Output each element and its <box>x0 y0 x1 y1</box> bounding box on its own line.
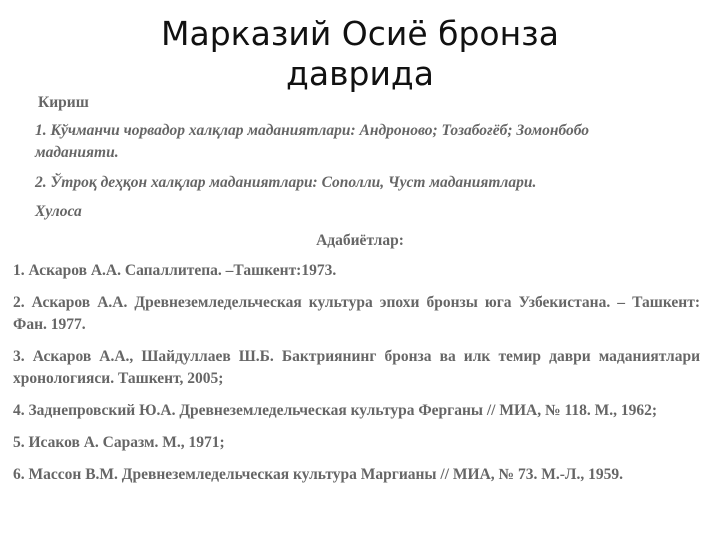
slide-title-line-1: Марказий Осиё бронза <box>161 14 559 53</box>
reference-item: 4. Заднепровский Ю.А. Древнеземледельческая культура Ферганы // МИА, № 118. М., 1962; <box>13 402 658 419</box>
toc-item-2: 2. Ўтроқ деҳқон халқлар маданиятлари: Сополли, Чуст маданиятлари. <box>35 174 537 191</box>
reference-item: 6. Массон В.М. Древнеземледельческая культура Маргианы // МИА, № 73. М.-Л., 1959. <box>13 466 623 483</box>
reference-item: 1. Аскаров А.А. Сапаллитепа. –Ташкент:1973. <box>13 262 337 279</box>
reference-item: 5. Исаков А. Саразм. М., 1971; <box>13 434 225 451</box>
reference-item: 2. Аскаров А.А. Древнеземледельческая культура эпохи бронзы юга Узбекистана. – Ташкент: Фан. 1977. <box>13 294 700 333</box>
reference-item: 3. Аскаров А.А., Шайдуллаев Ш.Б. Бактриянинг бронза ва илк темир даври маданиятлари хронологияси. Ташкент, 2005; <box>13 348 700 387</box>
toc-item-1: 1. Кўчманчи чорвадор халқлар маданиятлари: Андроново; Тозабоғёб; Зомонбобо маданияти. <box>35 122 590 161</box>
references-list <box>13 260 700 496</box>
slide-title <box>0 14 720 94</box>
slide-title-line-2: даврида <box>286 54 434 93</box>
toc-intro: Кириш <box>38 94 89 111</box>
toc-conclusion: Хулоса <box>35 203 82 220</box>
references-heading: Адабиётлар: <box>316 232 404 249</box>
